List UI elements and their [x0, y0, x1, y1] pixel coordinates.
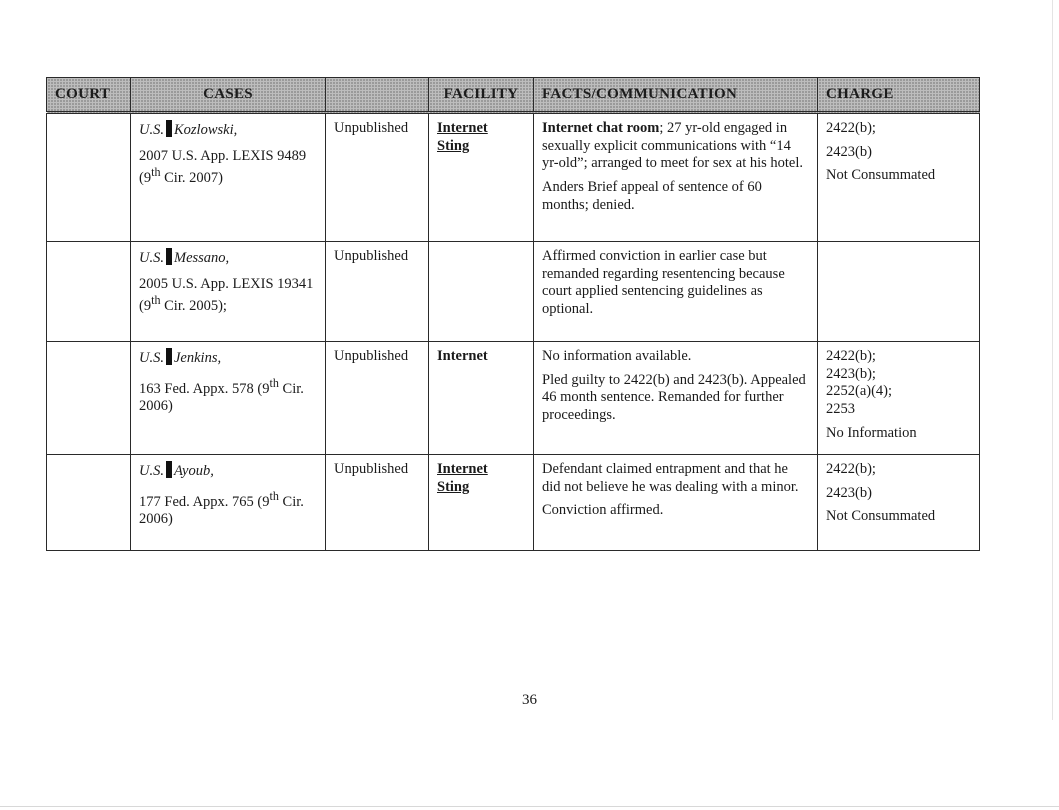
- charge-code: 2422(b);: [826, 461, 876, 477]
- status-cell: Unpublished: [326, 455, 429, 551]
- facts-paragraph: Pled guilty to 2422(b) and 2423(b). Appealed 46 month sentence. Remanded for further proceedings.: [542, 371, 806, 424]
- status-cell: Unpublished: [326, 242, 429, 342]
- table-row: [47, 342, 980, 455]
- charge-code: 2252(a)(4);: [826, 383, 893, 400]
- page-edge: [1052, 0, 1053, 720]
- facts-cell: [534, 113, 818, 242]
- redaction-mark: [166, 248, 172, 265]
- page-edge: [0, 806, 1059, 807]
- case-name: Jenkins,: [173, 350, 222, 366]
- charge-code: 2423(b);: [826, 365, 876, 382]
- facility-label: Internet: [437, 461, 488, 477]
- facts-paragraph: Internet chat room; 27 yr-old engaged in sexually explicit communications with “14 yr-old”; arranged to meet for sex at his hotel.: [542, 120, 804, 172]
- charge-code: 2422(b);: [826, 348, 876, 364]
- case-citation: 2005 U.S. App. LEXIS 19341 (9th Cir. 2005);: [139, 275, 314, 315]
- charge-cell: [818, 455, 980, 551]
- facility-cell: [429, 342, 534, 455]
- case-citation: 177 Fed. Appx. 765 (9th Cir. 2006): [139, 488, 304, 528]
- court-cell: [47, 113, 131, 242]
- charge-code: 2253: [826, 401, 855, 418]
- header-cases: CASES: [131, 78, 326, 113]
- header-facility: FACILITY: [429, 78, 534, 113]
- facility-label: Sting: [437, 137, 470, 154]
- redaction-mark: [166, 461, 172, 478]
- header-row: [47, 78, 980, 113]
- table-row: [47, 113, 980, 242]
- charge-note: Not Consummated: [826, 508, 936, 525]
- facts-paragraph: Defendant claimed entrapment and that he did not believe he was dealing with a minor.: [542, 461, 799, 495]
- facility-label: Internet: [437, 120, 488, 136]
- charge-code: 2422(b);: [826, 120, 876, 136]
- facts-cell: [534, 455, 818, 551]
- page-number: 36: [522, 692, 537, 708]
- case-name: Kozlowski,: [173, 122, 238, 138]
- facts-cell: [534, 342, 818, 455]
- case-cell: [131, 113, 326, 242]
- facts-cell: [534, 242, 818, 342]
- charge-code: 2423(b): [826, 143, 872, 160]
- table-row: [47, 455, 980, 551]
- case-name: Messano,: [173, 250, 230, 266]
- charge-code: 2423(b): [826, 484, 872, 501]
- case-name: Ayoub,: [173, 463, 214, 479]
- status-cell: Unpublished: [326, 113, 429, 242]
- header-charge: CHARGE: [818, 78, 980, 113]
- charge-cell: [818, 342, 980, 455]
- charge-cell: [818, 113, 980, 242]
- court-cell: [47, 242, 131, 342]
- court-cell: [47, 342, 131, 455]
- case-table: [46, 77, 980, 551]
- charge-note: Not Consummated: [826, 167, 936, 184]
- case-cell: [131, 242, 326, 342]
- case-prefix: U.S.: [139, 463, 164, 479]
- charge-cell: [818, 242, 980, 342]
- case-cell: [131, 455, 326, 551]
- case-prefix: U.S.: [139, 250, 164, 266]
- facility-label: Internet: [437, 348, 488, 364]
- header-status: [326, 78, 429, 113]
- facility-cell: [429, 113, 534, 242]
- facility-cell: [429, 242, 534, 342]
- header-court: COURT: [47, 78, 131, 113]
- facility-label: Sting: [437, 478, 470, 495]
- facts-paragraph: Anders Brief appeal of sentence of 60 months; denied.: [542, 179, 762, 213]
- header-facts: FACTS/COMMUNICATION: [534, 78, 818, 113]
- case-cell: [131, 342, 326, 455]
- case-prefix: U.S.: [139, 122, 164, 138]
- redaction-mark: [166, 120, 172, 137]
- case-citation: 163 Fed. Appx. 578 (9th Cir. 2006): [139, 375, 304, 415]
- facts-paragraph: Conviction affirmed.: [542, 502, 664, 519]
- case-citation: 2007 U.S. App. LEXIS 9489 (9th Cir. 2007): [139, 147, 307, 187]
- status-cell: Unpublished: [326, 342, 429, 455]
- facts-paragraph: Affirmed conviction in earlier case but remanded regarding resentencing because court applied sentencing guidelines as optional.: [542, 248, 785, 318]
- facility-cell: [429, 455, 534, 551]
- table-row: [47, 242, 980, 342]
- redaction-mark: [166, 348, 172, 365]
- facts-paragraph: No information available.: [542, 348, 692, 364]
- charge-note: No Information: [826, 424, 917, 441]
- court-cell: [47, 455, 131, 551]
- case-prefix: U.S.: [139, 350, 164, 366]
